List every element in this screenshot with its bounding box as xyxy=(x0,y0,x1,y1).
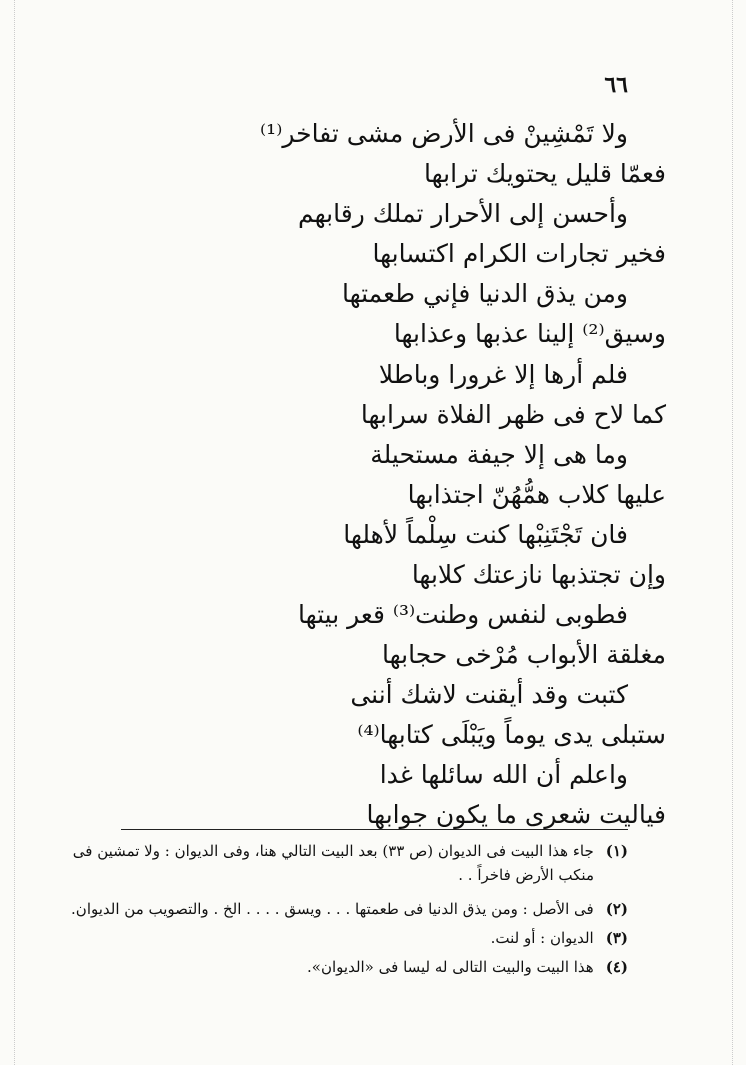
verse-3-second-hemistich: وسيق⁽²⁾ إلينا عذبها وعذابها xyxy=(393,319,666,348)
verse-6-second-hemistich: وإن تجتذبها نازعتك كلابها xyxy=(411,560,666,589)
verse-1-first-hemistich: ولا تَمْشِينْ فى الأرض مشى تفاخر⁽¹⁾ xyxy=(260,119,628,148)
footnote-2-line-1: فى الأصل : ومن يذق الدنيا فى طعمتها . . . ويسق . . . . الخ . والتصويب من الديوان. xyxy=(71,900,594,918)
left-binding-edge xyxy=(14,0,15,1065)
footnote-1-number: (١) xyxy=(605,842,628,860)
footnote-4-number: (٤) xyxy=(605,958,628,976)
verse-1-second-hemistich: فعمّا قليل يحتويك ترابها xyxy=(423,159,666,188)
verse-9-first-hemistich: واعلم أن الله سائلها غدا xyxy=(379,760,628,789)
verse-5-first-hemistich: وما هى إلا جيفة مستحيلة xyxy=(370,440,628,469)
page-number: ٦٦ xyxy=(604,72,628,98)
verse-7-first-hemistich: فطوبى لنفس وطنت⁽³⁾ قعر بيتها xyxy=(297,600,628,629)
footnote-3-number: (٣) xyxy=(605,929,628,947)
footnote-separator xyxy=(121,829,628,830)
footnote-4-line-1: هذا البيت والبيت التالى له ليسا فى «الديوان». xyxy=(307,958,594,976)
verse-2-second-hemistich: فخير تجارات الكرام اكتسابها xyxy=(372,239,666,268)
verse-8-second-hemistich: ستبلى يدى يوماً ويَبْلَى كتابها⁽⁴⁾ xyxy=(357,720,666,749)
verse-8-first-hemistich: كتبت وقد أيقنت لاشك أننى xyxy=(350,680,628,709)
verse-4-first-hemistich: فلم أرها إلا غرورا وباطلا xyxy=(378,360,628,389)
footnote-4 xyxy=(307,956,628,978)
verse-4-second-hemistich: كما لاح فى ظهر الفلاة سرابها xyxy=(360,400,666,429)
right-binding-edge xyxy=(732,0,733,1065)
footnote-2 xyxy=(71,898,628,920)
verse-5-second-hemistich: عليها كلاب همُّهُنّ اجتذابها xyxy=(407,480,666,509)
verse-7-second-hemistich: مغلقة الأبواب مُرْخى حجابها xyxy=(382,640,666,669)
verse-6-first-hemistich: فان تَجْتَنِبْها كنت سِلْماً لأهلها xyxy=(343,520,628,549)
verse-9-second-hemistich: فياليت شعرى ما يكون جوابها xyxy=(366,800,666,829)
footnote-2-number: (٢) xyxy=(605,900,628,918)
footnote-3 xyxy=(491,927,628,949)
footnote-3-line-1: الديوان : أو لنت. xyxy=(490,929,594,947)
footnote-1 xyxy=(73,840,628,862)
verse-2-first-hemistich: وأحسن إلى الأحرار تملك رقابهم xyxy=(298,199,628,228)
verse-3-first-hemistich: ومن يذق الدنيا فإني طعمتها xyxy=(341,279,628,308)
footnote-1-line-1: جاء هذا البيت فى الديوان (ص ٣٣) بعد البيت التالي هنا، وفى الديوان : ولا تمشين فى xyxy=(72,842,594,860)
footnote-1-continuation: منكب الأرض فاخراً . . xyxy=(458,866,594,884)
